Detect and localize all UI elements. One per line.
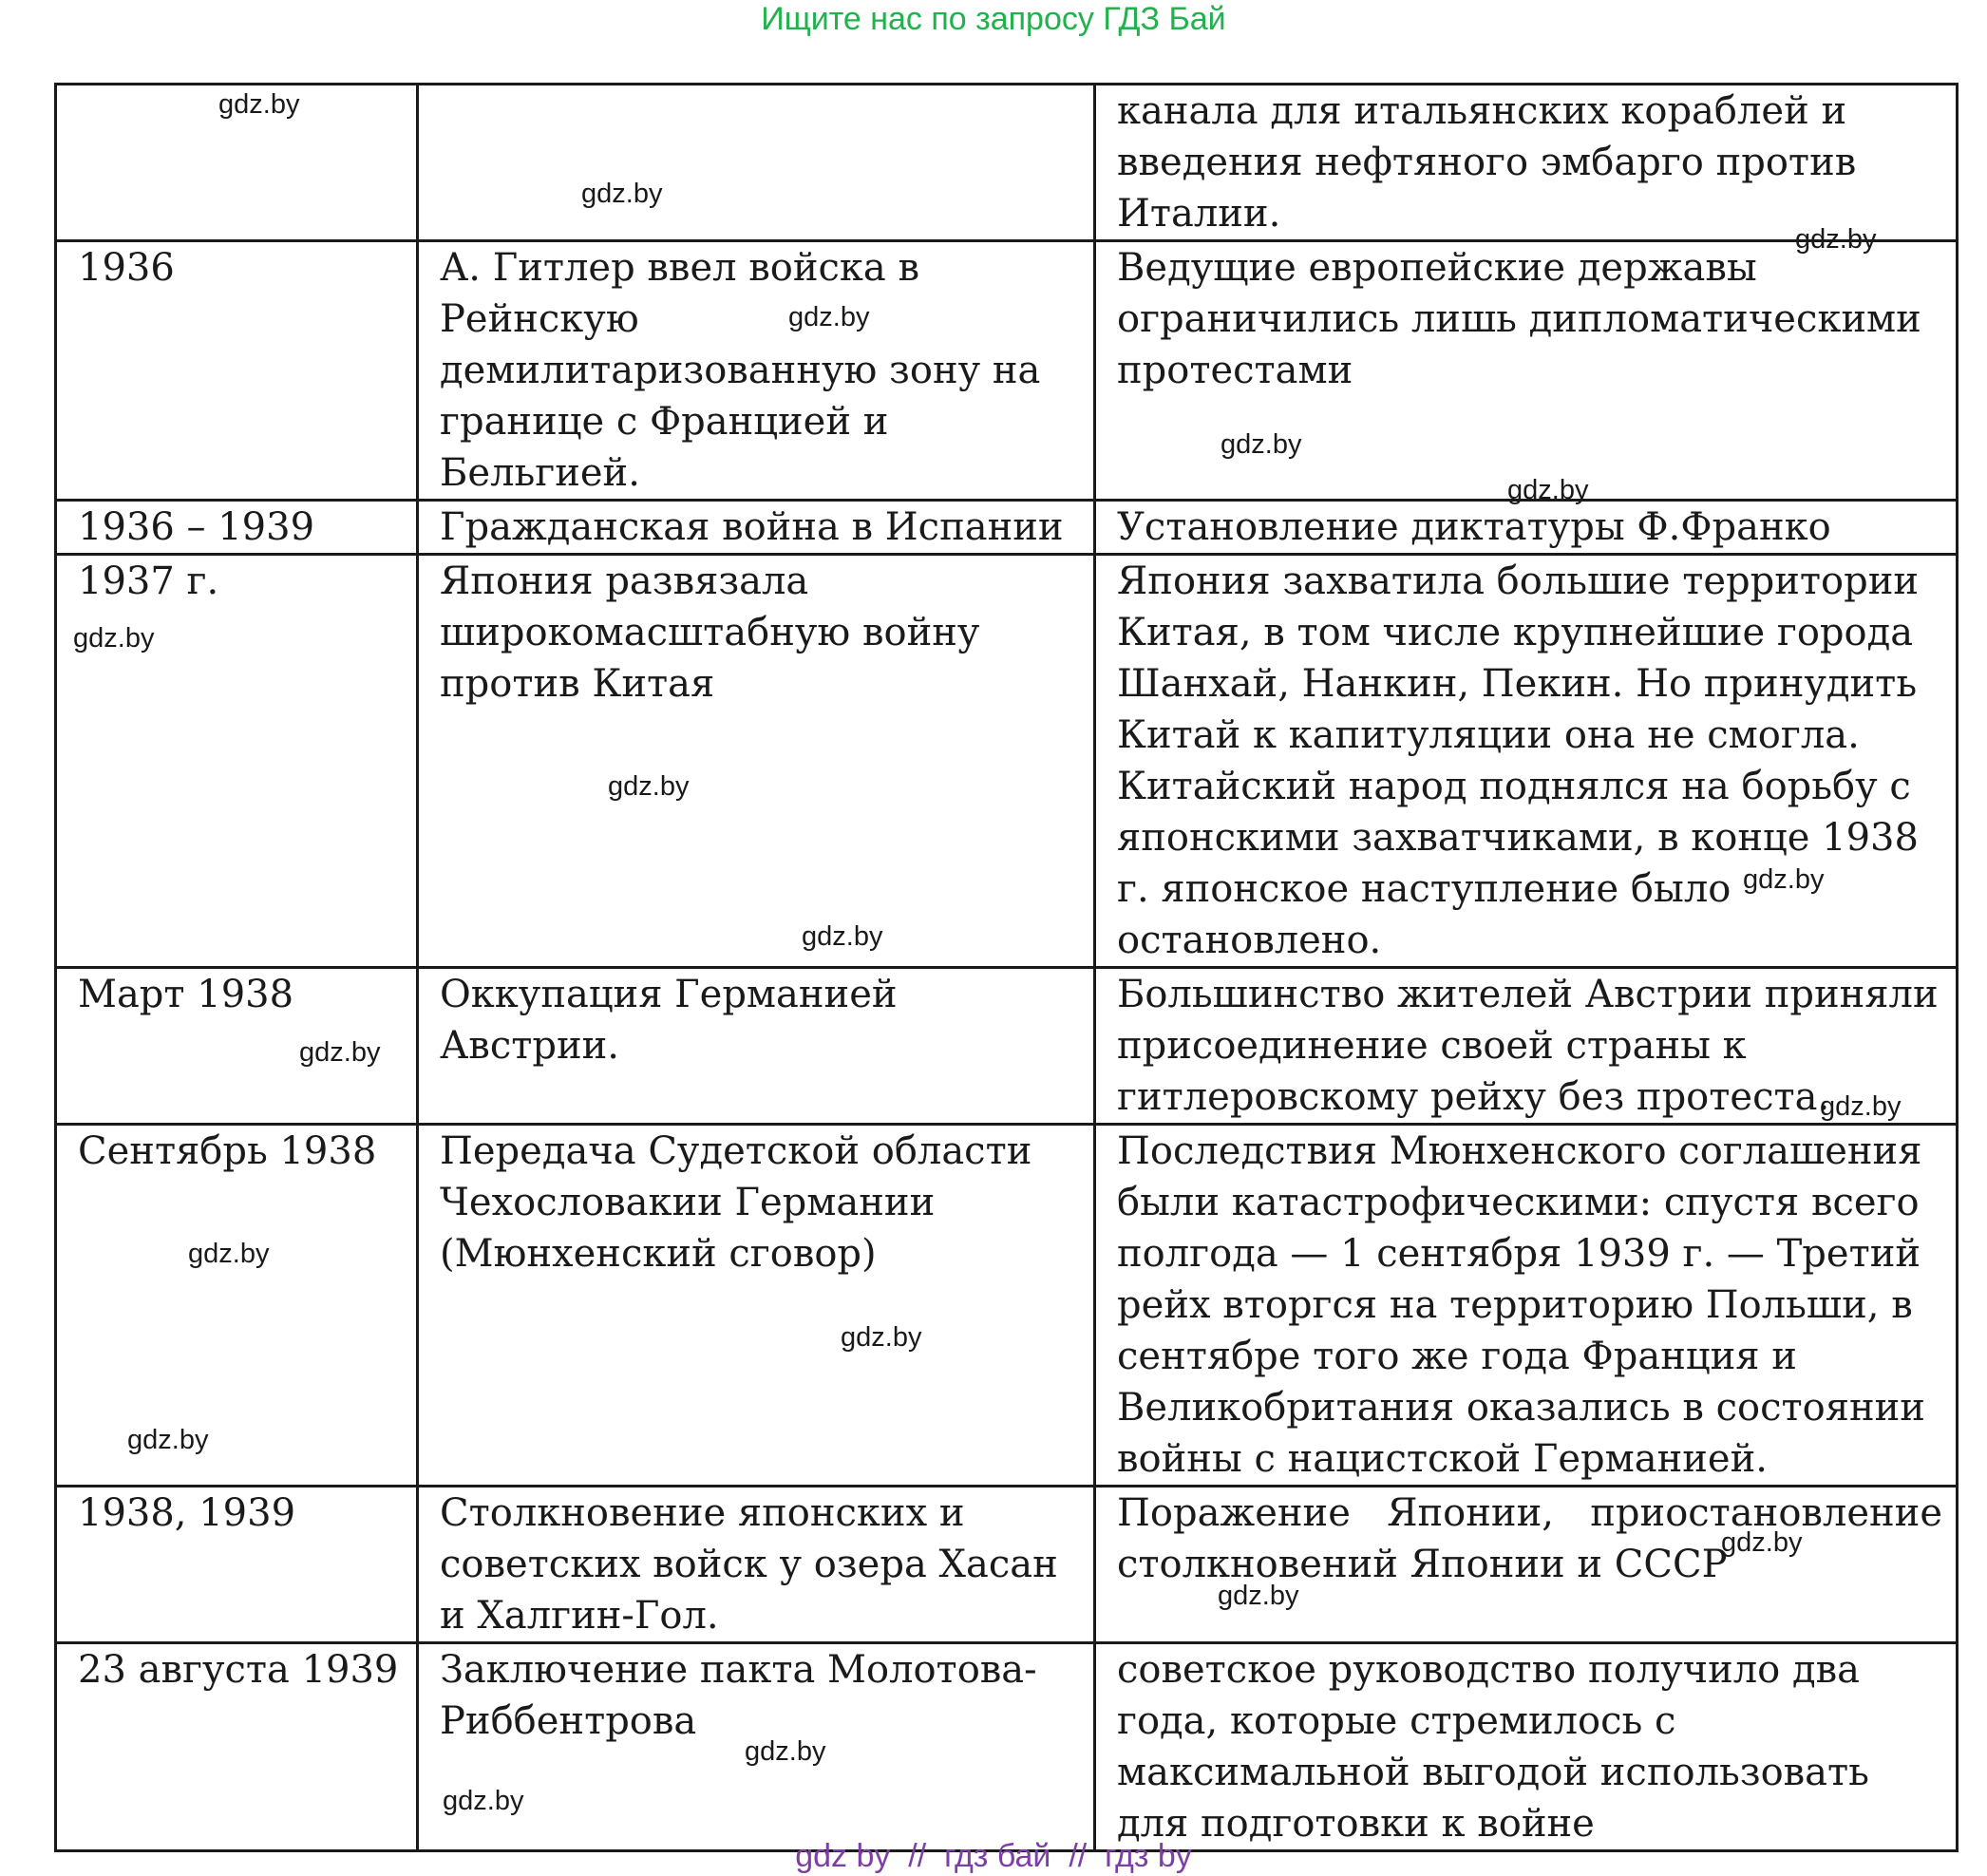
watermark: gdz.by <box>1221 429 1302 460</box>
result-cell: Последствия Мюнхенского соглашения были катастрофическими: спустя всего полгода — 1 сентября 1939 г. — Третий рейх вторгся на территорию Польши, в сентябре того же года Франция и Великобритания оказались в состоянии войны с нацистской Германией. <box>1095 1125 1958 1487</box>
date-cell: 1936 <box>56 241 418 501</box>
watermark: gdz.by <box>1820 1091 1902 1122</box>
table-row <box>56 1125 1958 1487</box>
watermark: gdz.by <box>127 1425 209 1455</box>
result-cell: советское руководство получило два года, которые стремилось с максимальной выгодой использовать для подготовки к войне <box>1095 1643 1958 1851</box>
watermark: gdz.by <box>218 89 300 120</box>
watermark: gdz.by <box>1218 1581 1299 1611</box>
watermark: gdz.by <box>1795 224 1877 255</box>
promo-footer: gdz by // гдз бай // гдз by <box>795 1838 1192 1874</box>
date-cell: 1936 – 1939 <box>56 501 418 555</box>
date-cell: 1938, 1939 <box>56 1487 418 1643</box>
watermark: gdz.by <box>73 623 155 654</box>
date-cell: 23 августа 1939 <box>56 1643 418 1851</box>
promo-header: Ищите нас по запросу ГДЗ Бай <box>761 1 1226 37</box>
table-row <box>56 501 1958 555</box>
event-cell: Гражданская война в Испании <box>418 501 1095 555</box>
table-row <box>56 1487 1958 1643</box>
table-row <box>56 555 1958 968</box>
watermark: gdz.by <box>788 302 870 332</box>
result-cell: Ведущие европейские державы ограничились лишь дипломатическими протестами <box>1095 241 1958 501</box>
result-cell: канала для итальянских кораблей и введения нефтяного эмбарго против Италии. <box>1095 85 1958 241</box>
result-cell: Поражение Японии, приостановление столкновений Японии и СССР <box>1095 1487 1958 1643</box>
event-cell: Передача Судетской области Чехословакии Германии (Мюнхенский сговор) <box>418 1125 1095 1487</box>
watermark: gdz.by <box>608 771 690 802</box>
watermark: gdz.by <box>802 921 883 952</box>
watermark: gdz.by <box>188 1239 270 1269</box>
date-cell: 1937 г. <box>56 555 418 968</box>
table-row <box>56 85 1958 241</box>
event-cell: Столкновение японских и советских войск у озера Хасан и Халгин-Гол. <box>418 1487 1095 1643</box>
date-cell: Март 1938 <box>56 968 418 1125</box>
table-row <box>56 241 1958 501</box>
table-row <box>56 1643 1958 1851</box>
watermark: gdz.by <box>1743 864 1825 895</box>
watermark: gdz.by <box>745 1736 826 1767</box>
event-cell: А. Гитлер ввел войска в Рейнскую демилитаризованную зону на границе с Францией и Бельгией. <box>418 241 1095 501</box>
result-cell: Установление диктатуры Ф.Франко <box>1095 501 1958 555</box>
event-cell: Япония развязала широкомасштабную войну против Китая <box>418 555 1095 968</box>
watermark: gdz.by <box>841 1322 922 1353</box>
watermark: gdz.by <box>299 1037 381 1068</box>
result-cell: Япония захватила большие территории Китая, в том числе крупнейшие города Шанхай, Нанкин, Пекин. Но принудить Китай к капитуляции она не смогла. Китайский народ поднялся на борьбу с японскими захватчиками, в конце 1938 г. японское наступление было остановлено. <box>1095 555 1958 968</box>
history-table <box>54 83 1959 1852</box>
date-cell: Сентябрь 1938 <box>56 1125 418 1487</box>
result-cell: Большинство жителей Австрии приняли присоединение своей страны к гитлеровскому рейху без протеста. <box>1095 968 1958 1125</box>
event-cell: Оккупация Германией Австрии. <box>418 968 1095 1125</box>
watermark: gdz.by <box>443 1786 524 1816</box>
event-cell <box>418 85 1095 241</box>
watermark: gdz.by <box>1721 1527 1803 1558</box>
watermark: gdz.by <box>1507 475 1589 505</box>
watermark: gdz.by <box>581 179 663 209</box>
event-cell: Заключение пакта Молотова-Риббентрова <box>418 1643 1095 1851</box>
